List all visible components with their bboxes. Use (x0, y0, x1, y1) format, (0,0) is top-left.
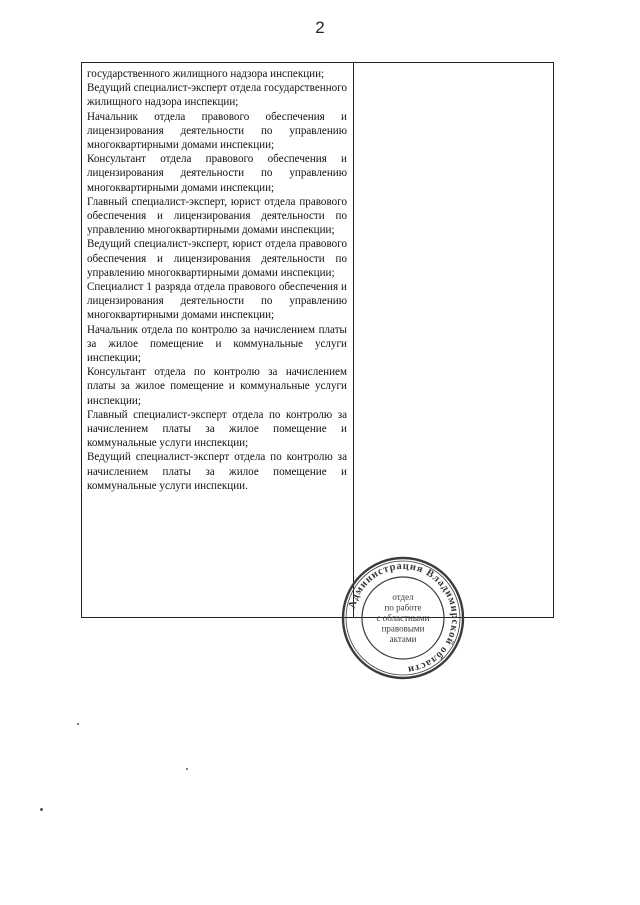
column-divider (353, 63, 354, 617)
position-entry: Начальник отдела правового обеспечения и лицензирования деятельности по управлению многоквартирными домами инспекции; (87, 110, 347, 152)
position-entry: Ведущий специалист-эксперт отдела по контролю за начислением платы за жилое помещение и коммунальные услуги инспекции. (87, 451, 347, 492)
seal-inner-line: актами (389, 634, 417, 644)
seal-inner-line: отдел (392, 592, 414, 602)
seal-inner-line: с областными (376, 613, 430, 623)
position-entry: Консультант отдела по контролю за начислением платы за жилое помещение и коммунальные услуги инспекции; (87, 366, 347, 407)
position-entry: Главный специалист-эксперт, юрист отдела правового обеспечения и лицензирования деятельности по управлению многоквартирными домами инспекции; (87, 195, 347, 237)
position-entry: Специалист 1 разряда отдела правового обеспечения и лицензирования деятельности по управлению многоквартирными домами инспекции; (87, 281, 347, 322)
position-entry: Начальник отдела по контролю за начислением платы за жилое помещение и коммунальные услуги инспекции; (87, 323, 347, 365)
seal-inner-line: правовыми (381, 623, 425, 634)
position-entry: Консультант отдела правового обеспечения и лицензирования деятельности по управлению многоквартирными домами инспекции; (87, 153, 347, 194)
position-entry: Ведущий специалист-эксперт, юрист отдела правового обеспечения и лицензирования деятельности по управлению многоквартирными домами инспекции; (87, 238, 347, 279)
position-entry: Главный специалист-эксперт отдела по контролю за начислением платы за жилое помещение и коммунальные услуги инспекции; (87, 408, 347, 450)
official-seal (340, 555, 466, 681)
positions-table (81, 62, 554, 618)
position-entry: Ведущий специалист-эксперт отдела государственного жилищного надзора инспекции; (87, 82, 347, 109)
svg-text:Администрация Владимирской обл: Администрация Владимирской области (346, 560, 461, 675)
page-number: 2 (315, 18, 325, 37)
seal-inner-line: по работе (384, 602, 422, 613)
scan-speck (40, 808, 43, 811)
positions-list-cell (87, 67, 347, 493)
scan-speck (186, 768, 188, 770)
scan-speck (77, 723, 79, 725)
position-entry: государственного жилищного надзора инспекции; (87, 68, 325, 80)
